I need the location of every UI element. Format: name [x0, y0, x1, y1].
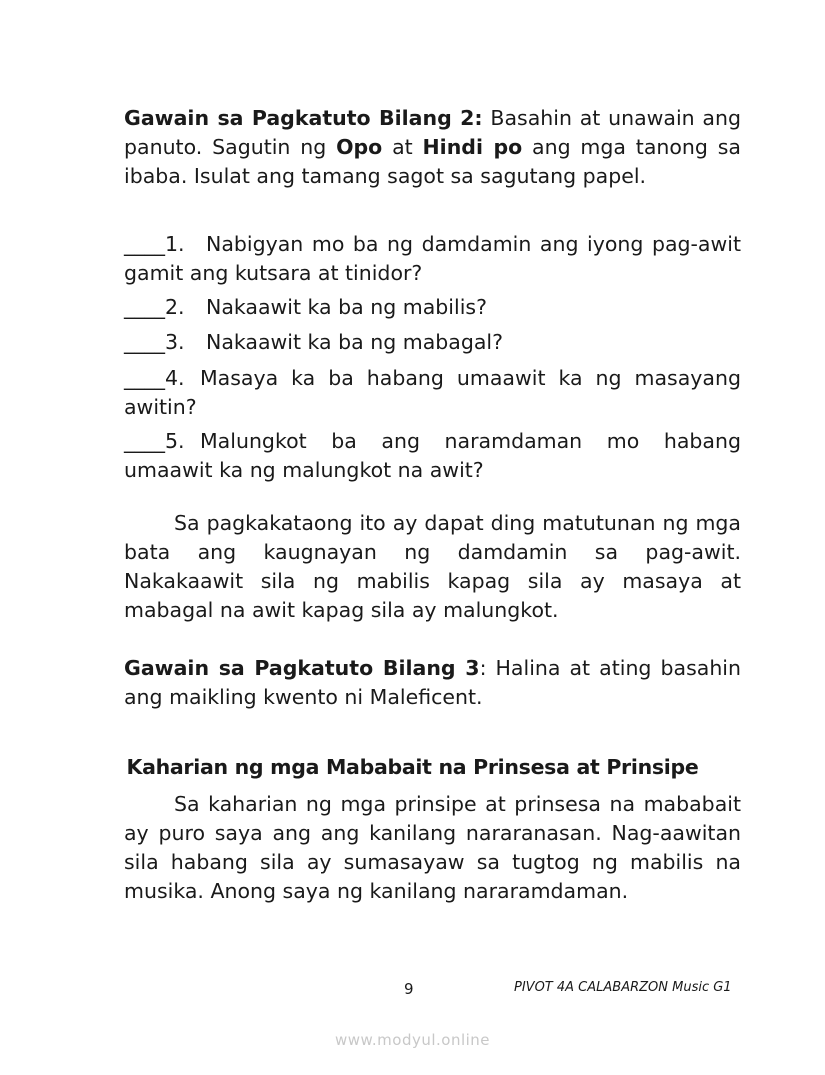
question-number: ____1. [124, 232, 185, 256]
activity-2-instructions [124, 104, 741, 191]
question-text: Malungkot ba ang naramdaman mo habang umaawit ka ng malungkot na awit? [124, 429, 741, 482]
question-item [124, 293, 741, 322]
activity-2-label: Gawain sa Pagkatuto Bilang 2: [124, 106, 483, 130]
question-item [124, 328, 741, 357]
question-item [124, 364, 741, 422]
question-item [124, 230, 741, 288]
question-text: Nabigyan mo ba ng damdamin ang iyong pag-awit gamit ang kutsara at tinidor? [124, 232, 741, 285]
activity-2-text-3: ang mga tanong sa ibaba. Isulat ang tamang sagot sa sagutang papel. [124, 135, 741, 188]
question-number: ____3. [124, 330, 185, 354]
page-number: 9 [404, 980, 414, 998]
watermark: www.modyul.online [334, 1031, 491, 1049]
hindi-po-label: Hindi po [422, 135, 523, 159]
activity-2-text-1: Basahin at unawain ang panuto. Sagutin ng [124, 106, 741, 159]
activity-3-instructions [124, 654, 741, 712]
question-text: Masaya ka ba habang umaawit ka ng masayang awitin? [124, 366, 741, 419]
question-number: ____2. [124, 295, 185, 319]
story-title: Kaharian ng mga Mababait na Prinsesa at Prinsipe [126, 755, 699, 779]
activity-2-text-2: at [382, 135, 423, 159]
activity-3-label: Gawain sa Pagkatuto Bilang 3 [124, 656, 480, 680]
opo-label: Opo [336, 135, 383, 159]
discussion-paragraph: Sa pagkakataong ito ay dapat ding matutunan ng mga bata ang kaugnayan ng damdamin sa pag-awit. Nakakaawit sila ng mabilis kapag sila ay masaya at mabagal na awit kapag sila ay malungkot. [124, 511, 741, 622]
question-text: Nakaawit ka ba ng mabilis? [206, 295, 487, 319]
question-number: ____5. [124, 429, 185, 453]
question-text: Nakaawit ka ba ng mabagal? [206, 330, 504, 354]
activity-3-text: : Halina at ating basahin ang maikling kwento ni Maleficent. [124, 656, 741, 709]
footer-source: PIVOT 4A CALABARZON Music G1 [514, 980, 732, 995]
story-body: Sa kaharian ng mga prinsipe at prinsesa na mababait ay puro saya ang ang kanilang nararanasan. Nag-aawitan sila habang sila ay sumasayaw sa tugtog ng mabilis na musika. Anong saya ng kanilang nararamdaman. [124, 792, 741, 903]
question-item [124, 427, 741, 485]
question-number: ____4. [124, 366, 185, 390]
